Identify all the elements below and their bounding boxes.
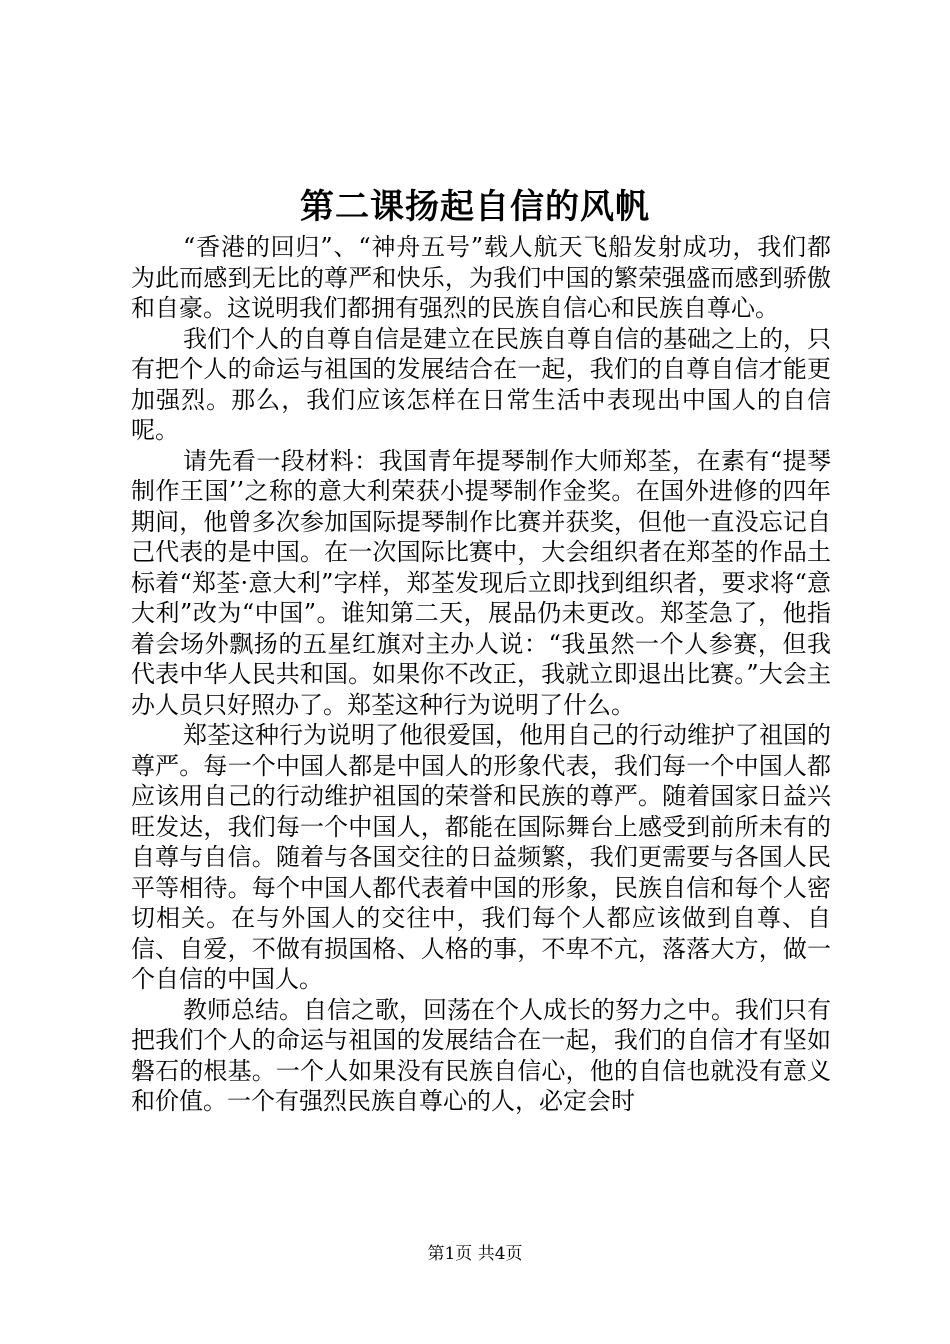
- paragraph-4: 郑荃这种行为说明了他很爱国，他用自己的行动维护了祖国的尊严。每一个中国人都是中国人的形象代表，我们每一个中国人都应该用自己的行动维护祖国的荣誉和民族的尊严。随着国家日益兴旺发达，我们每一个中国人，都能在国际舞台上感受到前所未有的自尊与自信。随着与各国交往的日益频繁，我们更需要与各国人民平等相待。每个中国人都代表着中国的形象，民族自信和每个人密切相关。在与外国人的交往中，我们每个人都应该做到自尊、自信、自爱，不做有损国格、人格的事，不卑不亢，落落大方，做一个自信的中国人。: [131, 721, 831, 993]
- paragraph-3: 请先看一段材料：我国青年提琴制作大师郑荃，在素有“提琴制作王国’’之称的意大利荣获小提琴制作金奖。在国外进修的四年期间，他曾多次参加国际提琴制作比赛并获奖，但他一直没忘记自己代表的是中国。在一次国际比赛中，大会组织者在郑荃的作品土标着“郑荃·意大利”字样，郑荃发现后立即找到组织者，要求将“意大利”改为“中国”。谁知第二天，展品仍未更改。郑荃急了，他指着会场外飘扬的五星红旗对主办人说：“我虽然一个人参赛，但我代表中华人民共和国。如果你不改正，我就立即退出比赛。”大会主办人员只好照办了。郑荃这种行为说明了什么。: [131, 446, 831, 719]
- document-body: [131, 232, 831, 1117]
- paragraph-5: 教师总结。自信之歌，回荡在个人成长的努力之中。我们只有把我们个人的命运与祖国的发展结合在一起，我们的自信才有坚如磐石的根基。一个人如果没有民族自信心，他的自信也就没有意义和价值。一个有强烈民族自尊心的人，必定会时: [131, 995, 831, 1115]
- page-number-footer: 第1页 共4页: [427, 1244, 523, 1264]
- paragraph-2: 我们个人的自尊自信是建立在民族自尊自信的基础之上的，只有把个人的命运与祖国的发展结合在一起，我们的自尊自信才能更加强烈。那么，我们应该怎样在日常生活中表现出中国人的自信呢。: [131, 324, 831, 444]
- document-title: 第二课扬起自信的风帆: [300, 187, 650, 227]
- paragraph-1: “香港的回归”、“神舟五号”载人航天飞船发射成功，我们都为此而感到无比的尊严和快乐，为我们中国的繁荣强盛而感到骄傲和自豪。这说明我们都拥有强烈的民族自信心和民族自尊心。: [131, 233, 831, 322]
